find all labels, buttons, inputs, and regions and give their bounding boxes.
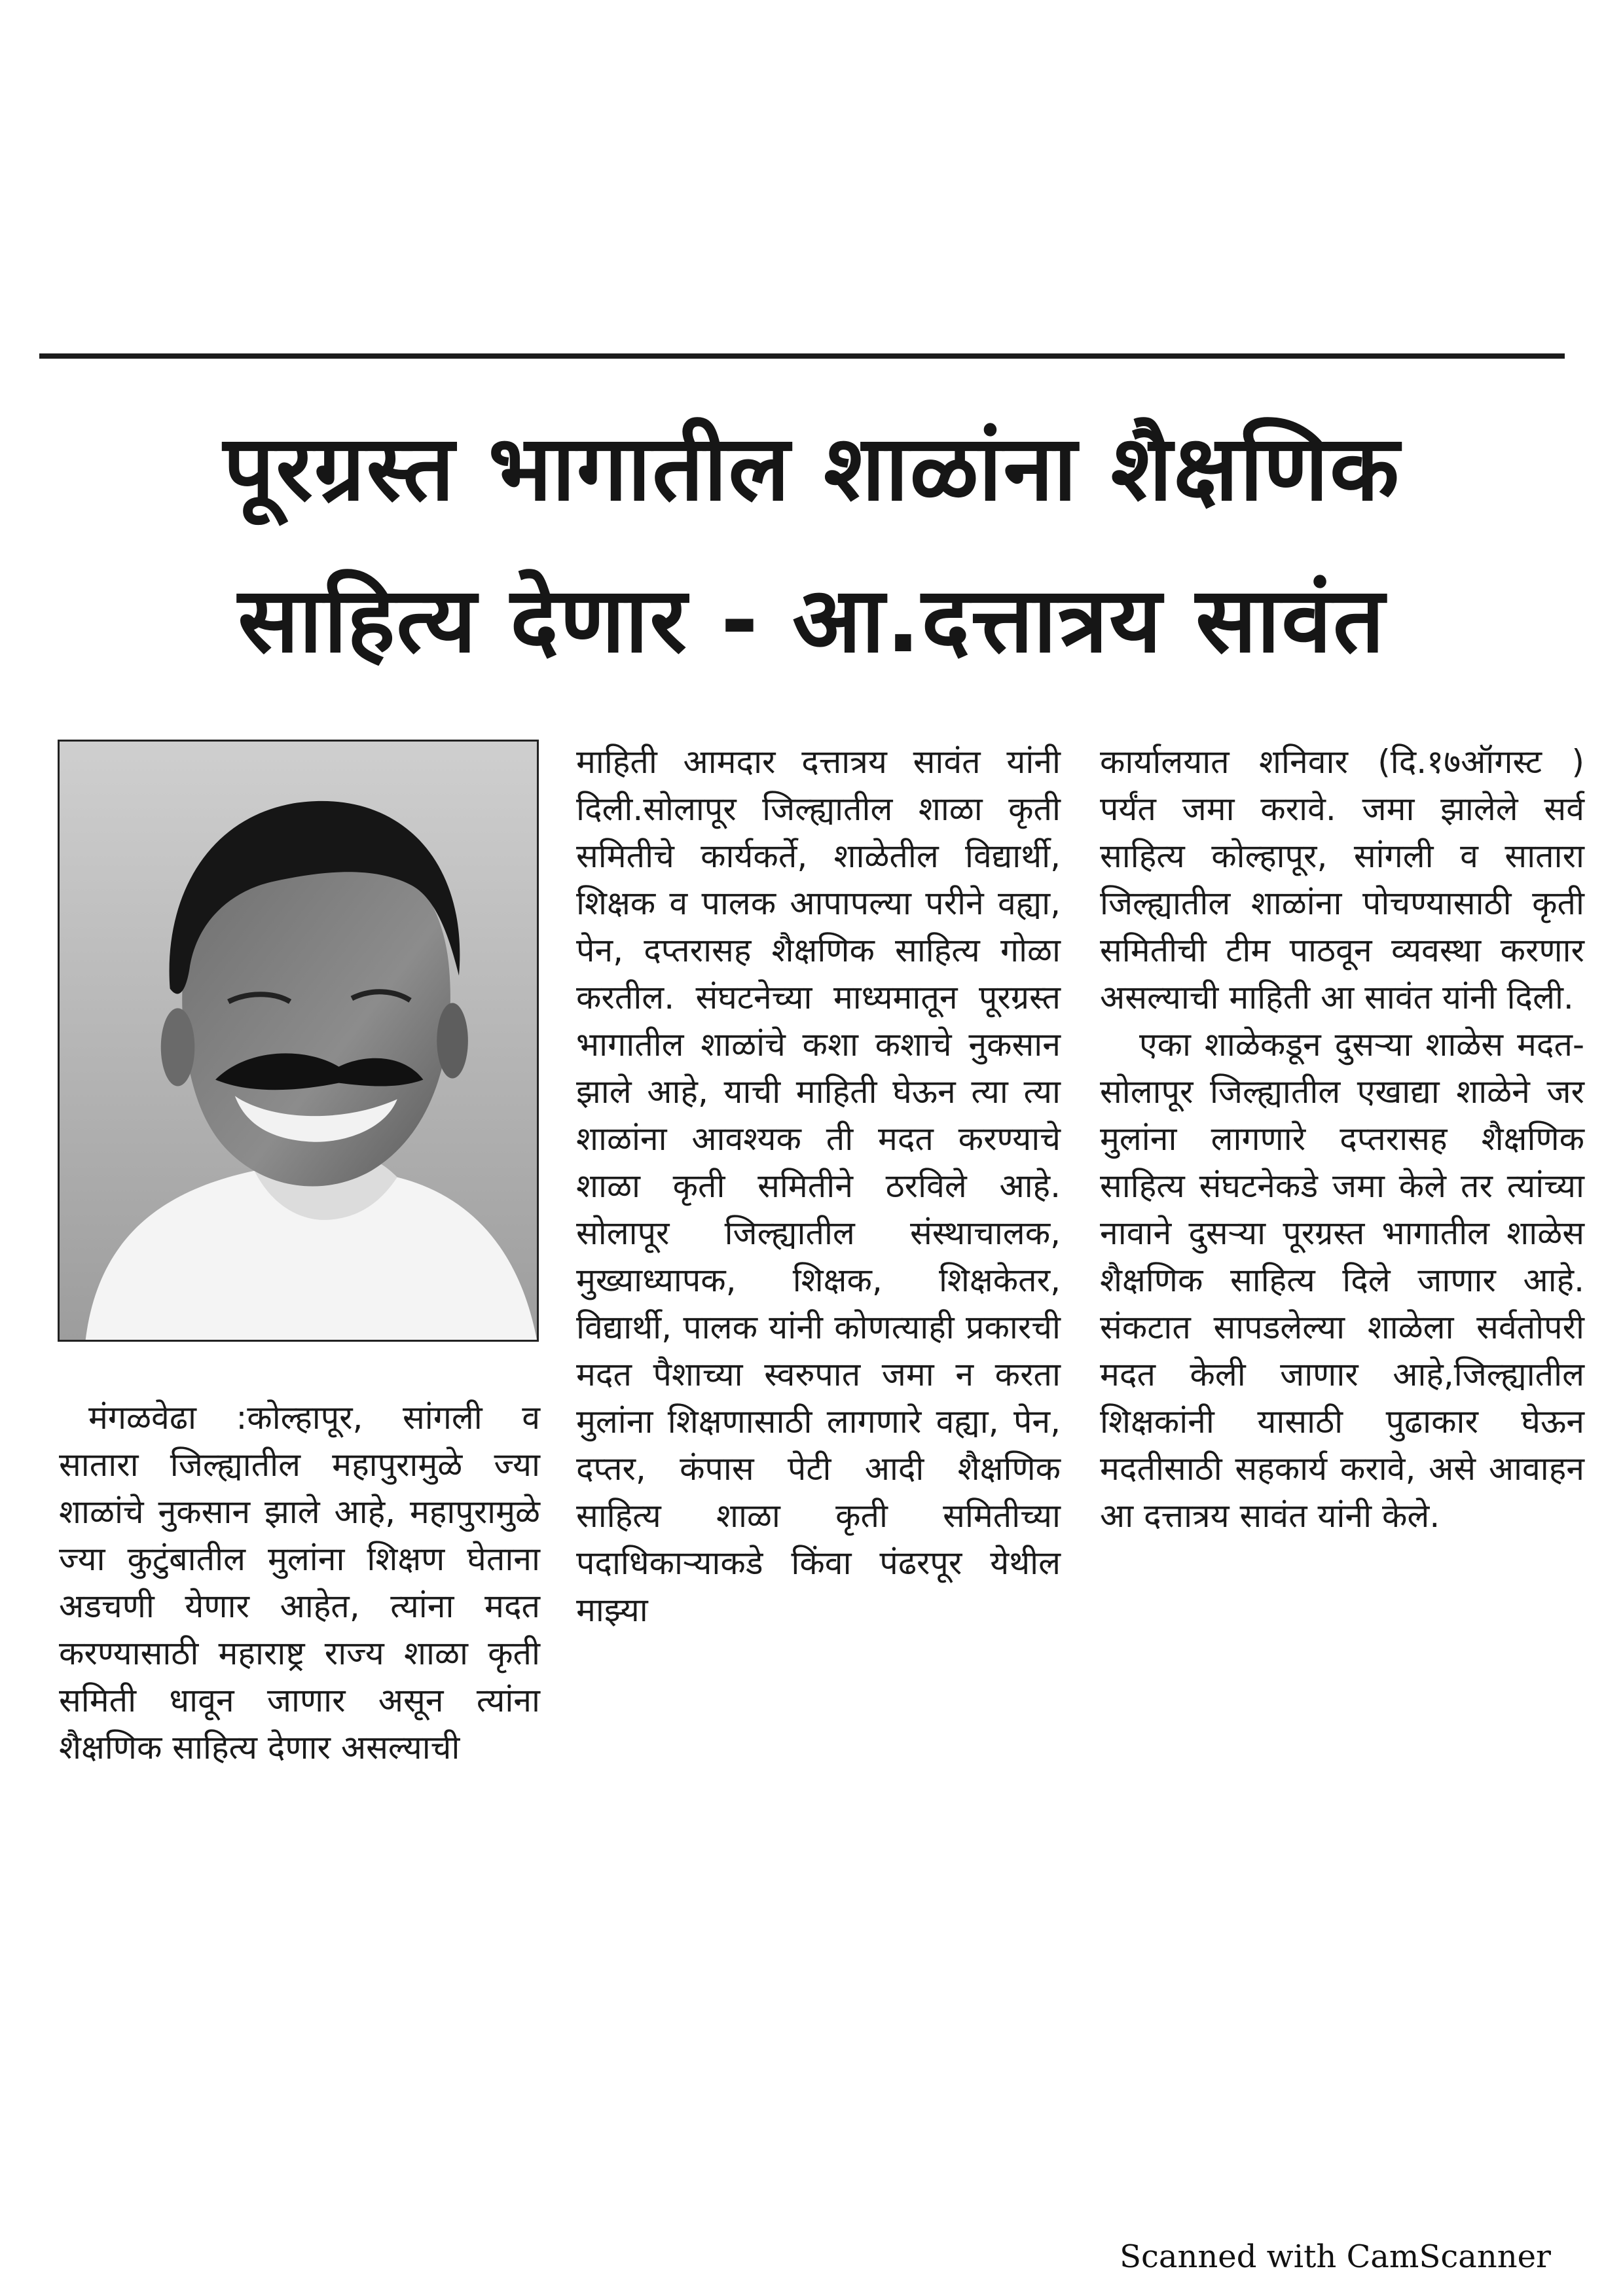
- column-3-paragraph-2: एका शाळेकडून दुसऱ्या शाळेस मदत-सोलापूर जिल्ह्यातील एखाद्या शाळेने जर मुलांना लागणारे दप्तरासह शैक्षणिक साहित्य संघटनेकडे जमा केले तर त्यांच्या नावाने दुसऱ्या पूरग्रस्त भागातील शाळेस शैक्षणिक साहित्य दिले जाणार आहे. संकटात सापडलेल्या शाळेला सर्वतोपरी मदत केली जाणार आहे,जिल्ह्यातील शिक्षकांनी यासाठी पुढाकार घेऊन मदतीसाठी सहकार्य करावे, असे आवाहन आ दत्तात्रय सावंत यांनी केले.: [1100, 1026, 1584, 1535]
- column-3-paragraph-1: कार्यालयात शनिवार (दि.१७ऑगस्ट ) पर्यंत जमा करावे. जमा झालेले सर्व साहित्य कोल्हापूर, सांगली व सातारा जिल्ह्यातील शाळांना पोचण्यासाठी कृती समितीची टीम पाठवून व्यवस्था करणार असल्याची माहिती आ सावंत यांनी दिली.: [1100, 743, 1584, 1016]
- portrait-image: [60, 742, 537, 1340]
- headline: [79, 393, 1545, 696]
- article-column-3: [1100, 738, 1584, 1539]
- article-column-2: माहिती आमदार दत्तात्रय सावंत यांनी दिली.सोलापूर जिल्ह्यातील शाळा कृती समितीचे कार्यकर्ते, शाळेतील विद्यार्थी, शिक्षक व पालक आपापल्या परीने वह्या, पेन, दप्तरासह शैक्षणिक साहित्य गोळा करतील. संघटनेच्या माध्यमातून पूरग्रस्त भागातील शाळांचे कशा कशाचे नुकसान झाले आहे, याची माहिती घेऊन त्या त्या शाळांना आवश्यक ती मदत करण्याचे शाळा कृती समितीने ठरविले आहे. सोलापूर जिल्ह्यातील संस्थाचालक, मुख्याध्यापक, शिक्षक, शिक्षकेतर, विद्यार्थी, पालक यांनी कोणत्याही प्रकारची मदत पैशाच्या स्वरुपात जमा न करता मुलांना शिक्षणासाठी लागणारे वह्या, पेन, दप्तर, कंपास पेटी आदी शैक्षणिक साहित्य शाळा कृती समितीच्या पदाधिकाऱ्याकडे किंवा पंढरपूर येथील माझ्या: [576, 743, 1061, 1629]
- portrait-photo: [58, 740, 539, 1342]
- headline-line-1: पूरग्रस्त भागातील शाळांना शैक्षणिक: [223, 416, 1401, 521]
- article-column-1: मंगळवेढा :कोल्हापूर, सांगली व सातारा जिल्ह्यातील महापुरामुळे ज्या शाळांचे नुकसान झाले आहे, महापुरामुळे ज्या कुटुंबातील मुलांना शिक्षण घेताना अडचणी येणार आहेत, त्यांना मदत करण्यासाठी महाराष्ट्र राज्य शाळा कृती समिती धावून जाणार असून त्यांना शैक्षणिक साहित्य देणार असल्याची: [59, 1399, 540, 1767]
- scanner-watermark: Scanned with CamScanner: [1120, 2238, 1551, 2275]
- headline-line-2: साहित्य देणार - आ.दत्तात्रय सावंत: [238, 567, 1386, 673]
- top-rule: [39, 353, 1565, 359]
- newspaper-clipping: [39, 321, 1584, 1892]
